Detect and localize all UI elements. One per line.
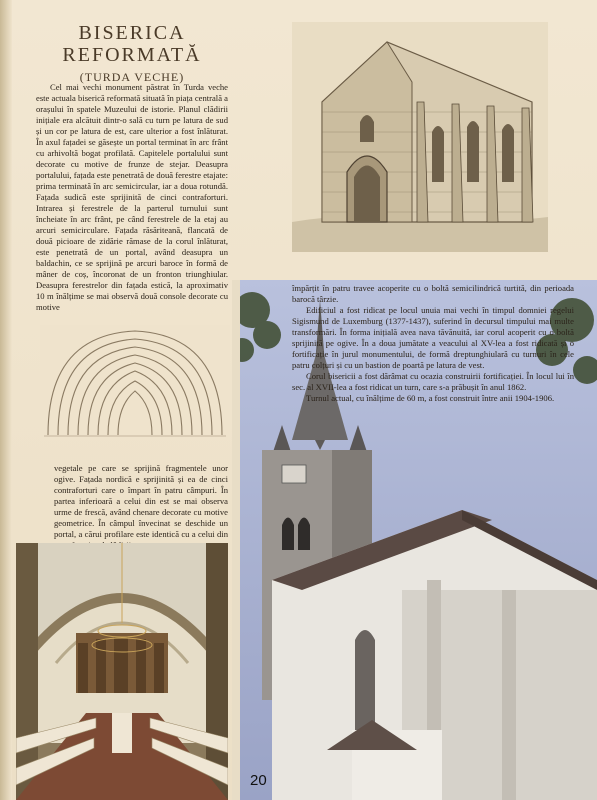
article-title: BISERICA REFORMATĂ — [62, 22, 202, 66]
page-number: 20 — [250, 772, 267, 789]
paragraph-4: Turnul actual, cu înălțime de 60 m, a fost construit între anii 1904-1906. — [306, 393, 555, 403]
article-header — [62, 22, 202, 85]
paragraph-2: Edificiul a fost ridicat pe locul unuia mai vechi în timpul domniei regelui Sigismund de Luxemburg (1377-1437), suferind în decursul timpului mai multe transformări. În forma inițială avea nava tăvănuită, iar corul acoperit cu o boltă sprijinită pe ogive. În a doua jumătate a veacului al XV-lea a fost ridicată și o fortificație în jurul monumentului, de formă dreptunghiulară cu turnuri în cele patru colțuri și cu un bastion de poartă pe latura de vest. — [292, 305, 574, 370]
paragraph-1: împărțit în patru travee acoperite cu o boltă semicilindrică turtită, din perioada barocă târzie. — [292, 283, 574, 304]
page-spine-shadow — [0, 0, 12, 800]
paragraph-intro: Cel mai vechi monument păstrat în Turda veche este actuala biserică reformată situată în piața centrală a orașului în spatele Muzeului de istorie. Planul clădirii inițiale era alcătuit dintr-o sală cu turn pe latura de sud și un cor pe latura de est, care ulterior a fost înlăturat. În axul fațadei se găsește un portal terminat în arc frânt cu arhivoltă bogat profilată. Capitelele portalului sunt decorate cu motive de frunze de stejar. Deasupra portalului, fațada este penetrată de două ferestre etajate: prima terminată în arc semicircular, iar a doua rotundă. Fațada sudică este sprijinită de cinci contraforturi. Intrarea și ferestrele de la parterul turnului sunt încheiate în arc frânt, pe când ferestrele de la etaj au arcuri semicirculare. Fațada răsăriteană, flancată de două picioare de zidărie rămase de la corul înlăturat, este penetrată de un portal, având deasupra un baldachin, ce se sprijină pe arcuri baroce în formă de mâner de coș, încoronat de un fronton triunghiular. Deasupra ferestrelor din fațada estică, la aproximativ 10 m înălțime se mai observă două console decorate cu motive — [36, 82, 228, 312]
portal-arch-illustration — [40, 325, 230, 440]
paragraph-3: Corul bisericii a fost dărâmat cu ocazia construirii fortificației. În locul lui în sec. al XVII-lea a fost ridicat un turn, care s-a prăbușit în anul 1862. — [292, 371, 574, 392]
article-subtitle: (TURDA VECHE) — [79, 70, 185, 84]
church-engraving-illustration — [292, 22, 548, 252]
text-column-right — [292, 283, 574, 404]
paragraph-continued: vegetale pe care se sprijină fragmentele unor ogive. Fațada nordică e sprijinită și ea de cinci contraforturi care o împart în patru câmpuri. În partea inferioară a celui din est se mai observa urme de frescă, având chenare decorate cu motive geometrice. În câmpul învecinat se deschide un portal, a cărui profilare este identică cu a celui din — [54, 463, 228, 539]
church-interior-photo — [16, 543, 228, 800]
text-column-left — [36, 82, 228, 313]
text-column-left-lower — [54, 463, 228, 551]
